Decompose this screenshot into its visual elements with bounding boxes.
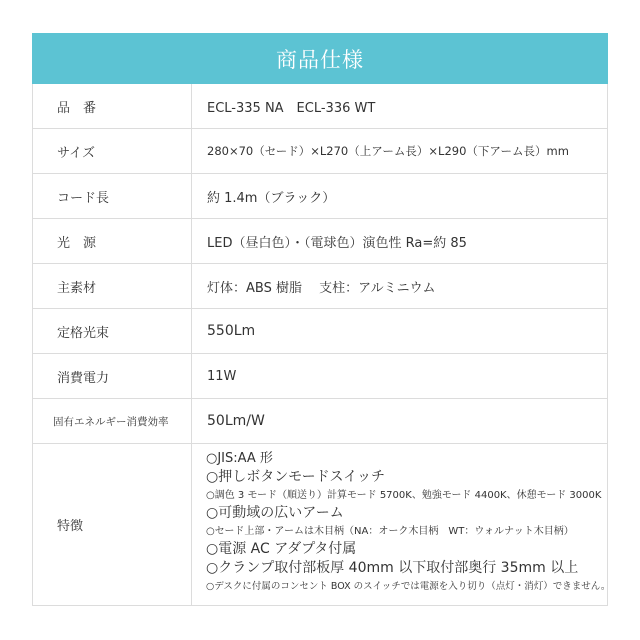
spec-table (32, 84, 611, 606)
spec-label: 品 番 (33, 84, 192, 128)
feature-list (192, 444, 610, 605)
spec-title: 商品仕様 (276, 47, 364, 72)
spec-row-energy-efficiency (33, 399, 607, 444)
spec-row-cord-length (33, 174, 607, 219)
spec-label: 特徴 (33, 444, 192, 605)
feature-item: ○調色 3 モード（順送り）計算モード 5700K、勉強モード 4400K、休憩モード 3000K (206, 490, 602, 501)
spec-label: 主素材 (33, 264, 192, 308)
feature-item: ○可動域の広いアーム (206, 505, 344, 521)
spec-value: 50Lm/W (207, 413, 265, 429)
feature-item: ○セード上部・アームは木目柄（NA：オーク木目柄 WT：ウォルナット木目柄） (206, 526, 574, 537)
spec-value: 11W (207, 368, 237, 384)
spec-label: 定格光束 (33, 309, 192, 353)
feature-item: ○押しボタンモードスイッチ (206, 469, 385, 485)
spec-label: サイズ (33, 129, 192, 173)
spec-value: 550Lm (207, 323, 256, 339)
spec-row-features (33, 444, 611, 606)
spec-value: 約 1.4m（ブラック） (207, 190, 336, 206)
spec-row-size (33, 129, 607, 174)
spec-row-main-material (33, 264, 607, 309)
spec-value: ECL-335 NA ECL-336 WT (207, 100, 376, 116)
spec-value: 灯体：ABS 樹脂 支柱：アルミニウム (207, 280, 436, 296)
spec-label: 固有エネルギー消費効率 (33, 399, 192, 443)
spec-value: LED（昼白色）・（電球色）演色性 Ra=約 85 (207, 235, 467, 251)
spec-row-rated-luminous-flux (33, 309, 607, 354)
spec-row-model-number (33, 84, 607, 129)
feature-item: ○電源 AC アダプタ付属 (206, 541, 357, 557)
spec-header (32, 33, 608, 84)
spec-sheet (32, 33, 611, 606)
feature-item: ○クランプ取付部板厚 40mm 以下取付部奥行 35mm 以上 (206, 560, 579, 576)
feature-item: ○JIS:AA 形 (206, 451, 273, 466)
spec-label: 光 源 (33, 219, 192, 263)
spec-label: コード長 (33, 174, 192, 218)
feature-item: ○デスクに付属のコンセント BOX のスイッチでは電源を入り切り（点灯・消灯）できません。 (206, 581, 611, 592)
spec-row-power-consumption (33, 354, 607, 399)
spec-value: 280×70（セード）×L270（上アーム長）×L290（下アーム長）mm (207, 144, 569, 158)
spec-label: 消費電力 (33, 354, 192, 398)
spec-row-light-source (33, 219, 607, 264)
